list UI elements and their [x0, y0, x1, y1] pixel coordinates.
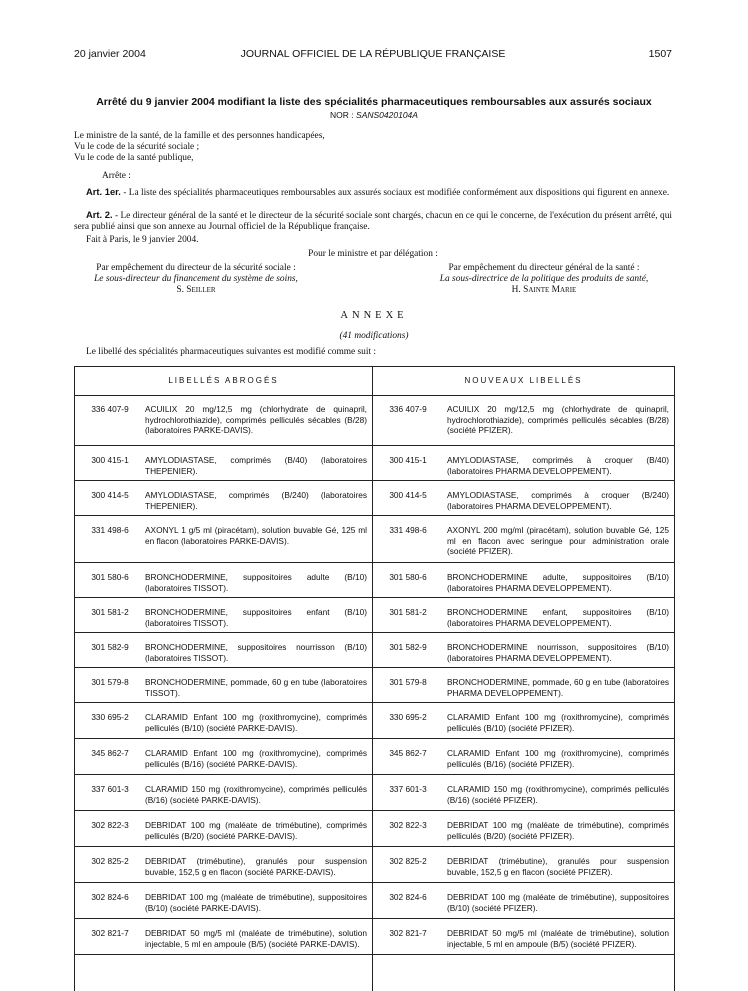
new-label: CLARAMID 150 mg (roxithromycine), comprimés pelliculés (B/16) (société PFIZER). — [447, 784, 669, 805]
new-code: 301 581-2 — [389, 607, 427, 617]
page-header — [74, 48, 672, 62]
article-2-text: - Le directeur général de la santé et le directeur de la sécurité sociale sont chargés, chacun en ce qui le concerne, de l'exécution du présent arrêté, qui sera publié ainsi que son annexe au Journal officiel de la République française. — [74, 211, 672, 232]
old-code: 300 415-1 — [91, 455, 129, 465]
table-row — [75, 563, 674, 598]
new-label: ACUILIX 20 mg/12,5 mg (chlorhydrate de quinapril, hydrochlorothiazide), comprimés pelliculés sécables (B/28) (société PFIZER). — [447, 404, 669, 435]
old-label: BRONCHODERMINE, suppositoires adulte (B/10) (laboratoires TISSOT). — [145, 572, 367, 593]
signature-right-name: H. Sainte Marie — [511, 285, 577, 295]
old-label: BRONCHODERMINE, suppositoires nourrisson (B/10) (laboratoires TISSOT). — [145, 642, 367, 663]
old-code: 345 862-7 — [91, 748, 129, 758]
old-code: 302 822-3 — [91, 820, 129, 830]
nor-label: NOR : — [330, 110, 354, 120]
new-code: 300 414-5 — [389, 490, 427, 500]
old-code: 302 821-7 — [91, 928, 129, 938]
new-code: 302 821-7 — [389, 928, 427, 938]
signature-right — [404, 263, 684, 296]
old-label: BRONCHODERMINE, suppositoires enfant (B/10) (laboratoires TISSOT). — [145, 607, 367, 628]
table-row — [75, 847, 674, 883]
table-row — [75, 446, 674, 481]
article-2-label: Art. 2. — [86, 209, 113, 220]
old-label: DEBRIDAT 100 mg (maléate de trimébutine), suppositoires (B/10) (société PARKE-DAVIS). — [145, 892, 367, 913]
modifications-table — [74, 366, 675, 991]
old-label: DEBRIDAT (trimébutine), granulés pour suspension buvable, 152,5 g en flacon (société PARKE-DAVIS). — [145, 856, 367, 877]
new-label: DEBRIDAT (trimébutine), granulés pour suspension buvable, 152,5 g en flacon (société PFIZER). — [447, 856, 669, 877]
old-code: 302 825-2 — [91, 856, 129, 866]
new-code: 301 580-6 — [389, 572, 427, 582]
header-nouveaux: NOUVEAUX LIBELLÉS — [373, 367, 674, 396]
old-label: CLARAMID Enfant 100 mg (roxithromycine), comprimés pelliculés (B/16) (société PARKE-DAVIS). — [145, 748, 367, 769]
article-2 — [74, 209, 672, 233]
new-label: BRONCHODERMINE enfant, suppositoires (B/10) (laboratoires PHARMA DEVELOPPEMENT). — [447, 607, 669, 628]
article-1 — [74, 186, 672, 199]
new-label: CLARAMID Enfant 100 mg (roxithromycine), comprimés pelliculés (B/10) (société PFIZER). — [447, 712, 669, 733]
header-journal: JOURNAL OFFICIEL DE LA RÉPUBLIQUE FRANÇAISE — [240, 48, 506, 60]
article-1-text: - La liste des spécialités pharmaceutiques remboursables aux assurés sociaux est modifiée conformément aux dispositions qui figurent en annexe. — [120, 188, 670, 198]
signature-left-name: S. Seiller — [176, 285, 216, 295]
new-label: AMYLODIASTASE, comprimés à croquer (B/240) (laboratoires PHARMA DEVELOPPEMENT). — [447, 490, 669, 511]
table-row — [75, 883, 674, 919]
old-code: 301 580-6 — [91, 572, 129, 582]
nor-reference — [74, 110, 674, 120]
old-code: 337 601-3 — [91, 784, 129, 794]
new-label: BRONCHODERMINE, pommade, 60 g en tube (laboratoires PHARMA DEVELOPPEMENT). — [447, 677, 669, 698]
signature-left — [56, 263, 336, 296]
old-code: 301 582-9 — [91, 642, 129, 652]
new-code: 302 824-6 — [389, 892, 427, 902]
header-page-number: 1507 — [648, 48, 672, 60]
nor-value: SANS0420104A — [356, 110, 418, 120]
table-row — [75, 703, 674, 739]
old-code: 336 407-9 — [91, 404, 129, 414]
decree-title: Arrêté du 9 janvier 2004 modifiant la liste des spécialités pharmaceutiques remboursables aux assurés sociaux — [96, 96, 652, 108]
new-code: 301 579-8 — [389, 677, 427, 687]
old-label: DEBRIDAT 50 mg/5 ml (maléate de trimébutine), solution injectable, 5 ml en ampoule (B/5) (société PARKE-DAVIS). — [145, 928, 367, 949]
old-code: 300 414-5 — [91, 490, 129, 500]
arrete-label: Arrête : — [102, 171, 131, 181]
table-row — [75, 395, 674, 446]
table-row — [75, 775, 674, 811]
annexe-intro: Le libellé des spécialités pharmaceutiques suivantes est modifié comme suit : — [86, 347, 377, 357]
table-row — [75, 919, 674, 955]
article-1-label: Art. 1er. — [86, 186, 121, 197]
new-code: 330 695-2 — [389, 712, 427, 722]
visa-sante: Vu le code de la santé publique, — [74, 153, 194, 163]
old-label: DEBRIDAT 100 mg (maléate de trimébutine), comprimés pelliculés (B/20) (société PARKE-DAVIS). — [145, 820, 367, 841]
table-row — [75, 668, 674, 703]
table-row — [75, 481, 674, 516]
new-code: 331 498-6 — [389, 525, 427, 535]
signature-left-line2: Le sous-directeur du financement du système de soins, — [94, 274, 298, 284]
new-code: 345 862-7 — [389, 748, 427, 758]
old-code: 302 824-6 — [91, 892, 129, 902]
new-code: 302 825-2 — [389, 856, 427, 866]
old-code: 301 579-8 — [91, 677, 129, 687]
old-code: 330 695-2 — [91, 712, 129, 722]
old-label: CLARAMID 150 mg (roxithromycine), comprimés pelliculés (B/16) (société PARKE-DAVIS). — [145, 784, 367, 805]
modifications-count: (41 modifications) — [339, 331, 409, 341]
old-code: 331 498-6 — [91, 525, 129, 535]
new-label: DEBRIDAT 100 mg (maléate de trimébutine), comprimés pelliculés (B/20) (société PFIZER). — [447, 820, 669, 841]
annexe-heading: ANNEXE — [340, 310, 408, 321]
old-label: ACUILIX 20 mg/12,5 mg (chlorhydrate de quinapril, hydrochlorothiazide), comprimés pelliculés sécables (B/28) (laboratoires PARKE-DAVIS). — [145, 404, 367, 435]
old-label: CLARAMID Enfant 100 mg (roxithromycine), comprimés pelliculés (B/10) (société PARKE-DAVIS). — [145, 712, 367, 733]
header-abroges: LIBELLÉS ABROGÉS — [75, 367, 372, 396]
old-code: 301 581-2 — [91, 607, 129, 617]
old-label: BRONCHODERMINE, pommade, 60 g en tube (laboratoires TISSOT). — [145, 677, 367, 698]
done-at: Fait à Paris, le 9 janvier 2004. — [86, 235, 199, 245]
new-code: 301 582-9 — [389, 642, 427, 652]
table-row — [75, 598, 674, 633]
old-label: AXONYL 1 g/5 ml (piracétam), solution buvable Gé, 125 ml en flacon (laboratoires PARKE-DAVIS). — [145, 525, 367, 546]
table-row — [75, 633, 674, 668]
table-row — [75, 811, 674, 847]
new-label: CLARAMID Enfant 100 mg (roxithromycine), comprimés pelliculés (B/16) (société PFIZER). — [447, 748, 669, 769]
new-label: DEBRIDAT 50 mg/5 ml (maléate de trimébutine), solution injectable, 5 ml en ampoule (B/5) (société PFIZER). — [447, 928, 669, 949]
new-label: BRONCHODERMINE adulte, suppositoires (B/10) (laboratoires PHARMA DEVELOPPEMENT). — [447, 572, 669, 593]
old-label: AMYLODIASTASE, comprimés (B/240) (laboratoires THEPENIER). — [145, 490, 367, 511]
table-row — [75, 739, 674, 775]
visa-secu: Vu le code de la sécurité sociale ; — [74, 142, 200, 152]
new-code: 337 601-3 — [389, 784, 427, 794]
table-row — [75, 516, 674, 563]
new-label: AMYLODIASTASE, comprimés à croquer (B/40) (laboratoires PHARMA DEVELOPPEMENT). — [447, 455, 669, 476]
visa-minister: Le ministre de la santé, de la famille et des personnes handicapées, — [74, 131, 325, 141]
new-label: DEBRIDAT 100 mg (maléate de trimébutine), suppositoires (B/10) (société PFIZER). — [447, 892, 669, 913]
new-code: 302 822-3 — [389, 820, 427, 830]
signature-left-line1: Par empêchement du directeur de la sécurité sociale : — [96, 263, 296, 273]
new-code: 336 407-9 — [389, 404, 427, 414]
signature-right-line1: Par empêchement du directeur général de la santé : — [448, 263, 640, 273]
delegation: Pour le ministre et par délégation : — [308, 249, 438, 259]
signature-right-line2: La sous-directrice de la politique des produits de santé, — [439, 274, 649, 284]
new-label: BRONCHODERMINE nourrisson, suppositoires (B/10) (laboratoires PHARMA DEVELOPPEMENT). — [447, 642, 669, 663]
old-label: AMYLODIASTASE, comprimés (B/40) (laboratoires THEPENIER). — [145, 455, 367, 476]
new-code: 300 415-1 — [389, 455, 427, 465]
header-date: 20 janvier 2004 — [74, 48, 146, 60]
new-label: AXONYL 200 mg/ml (piracétam), solution buvable Gé, 125 ml en flacon avec seringue pour administration orale (société PFIZER). — [447, 525, 669, 556]
